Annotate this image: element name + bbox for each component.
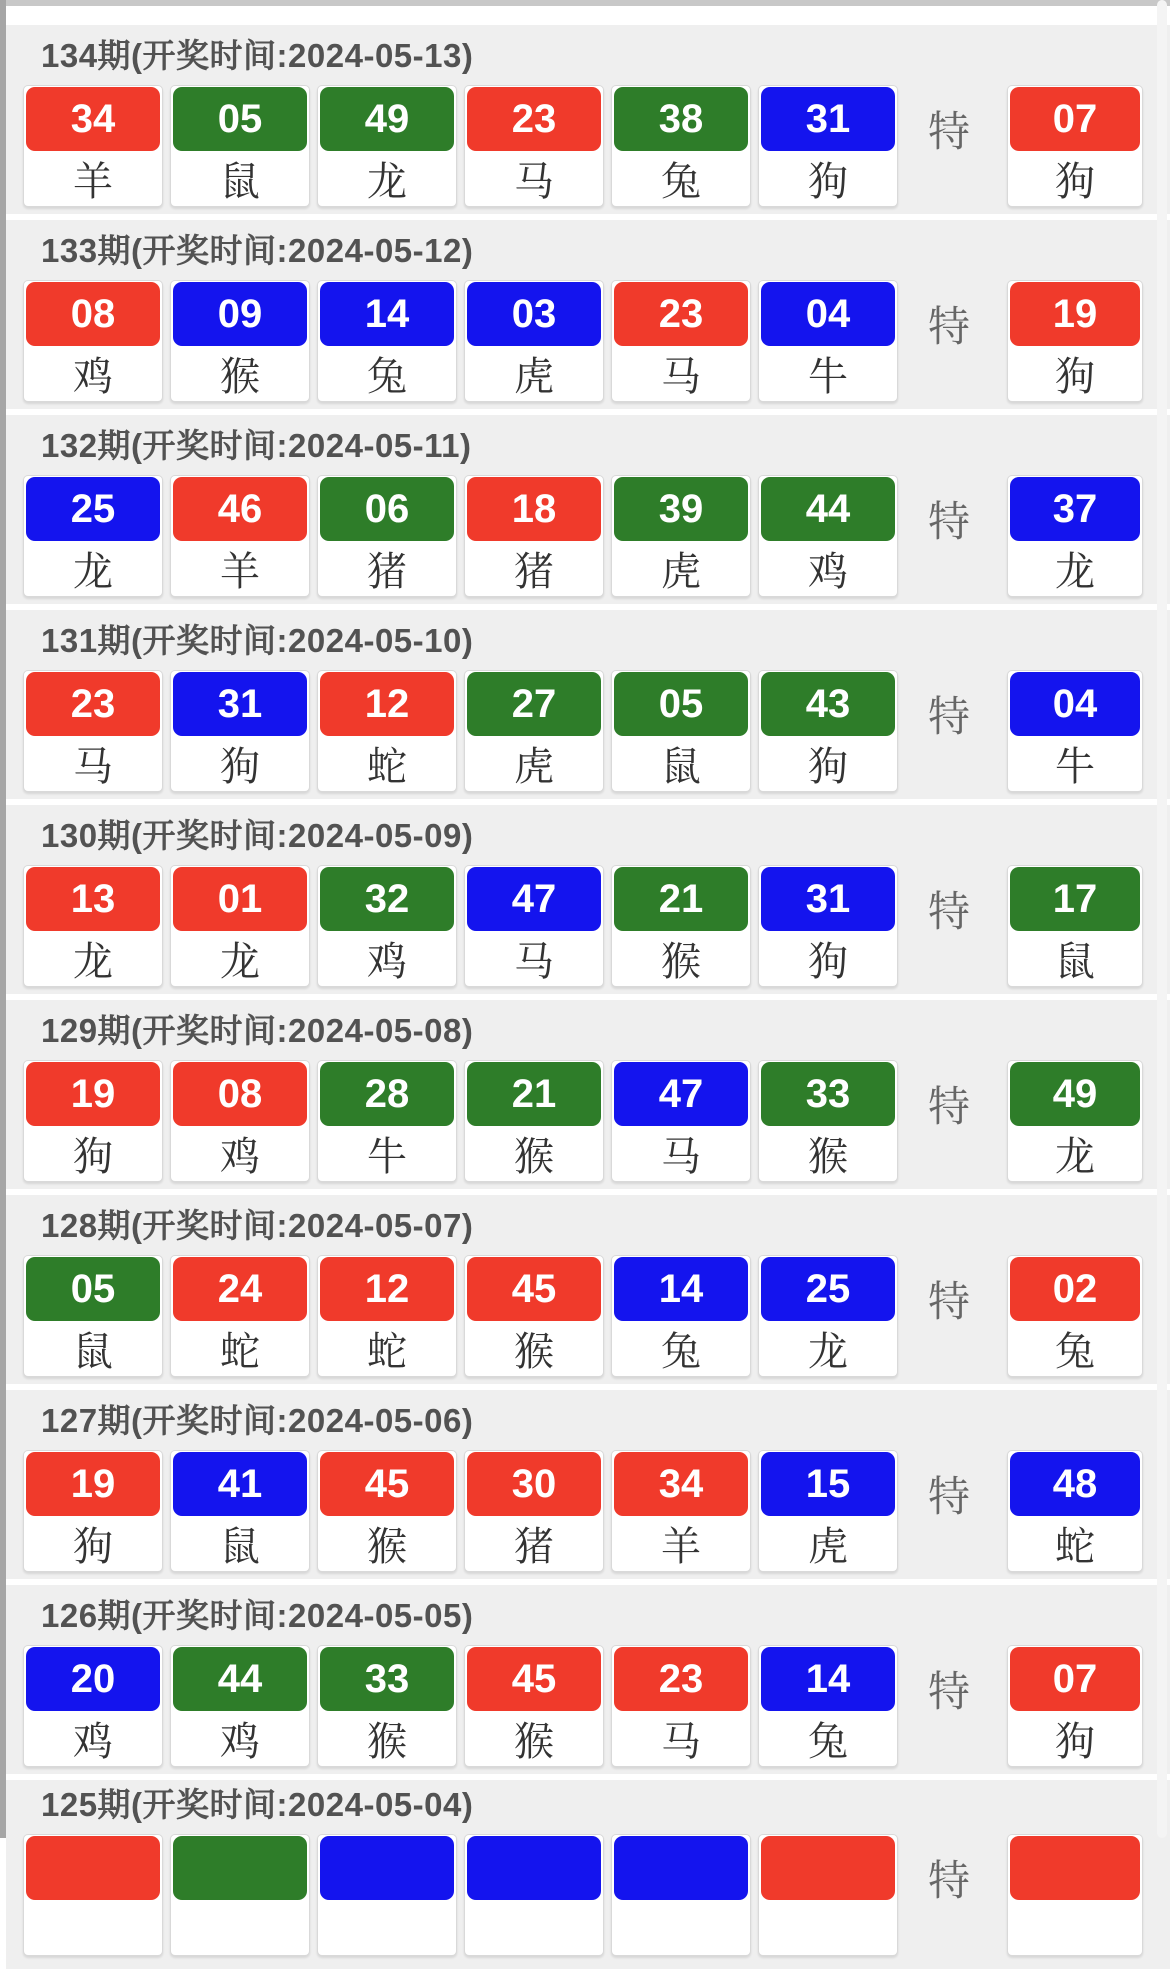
draw-row bbox=[6, 610, 1170, 799]
number-ball: 04 bbox=[761, 282, 895, 346]
zodiac-label: 龙 bbox=[808, 1330, 848, 1374]
number-tile bbox=[464, 1060, 604, 1182]
draw-numbers-row bbox=[23, 85, 1170, 207]
number-tile bbox=[317, 670, 457, 792]
draw-row bbox=[6, 1585, 1170, 1774]
zodiac-label: 狗 bbox=[808, 160, 848, 204]
zodiac-label: 龙 bbox=[1055, 550, 1095, 594]
zodiac-label: 猴 bbox=[514, 1720, 554, 1764]
number-ball: 31 bbox=[761, 867, 895, 931]
zodiac-label: 马 bbox=[661, 1135, 701, 1179]
number-ball: 23 bbox=[467, 87, 601, 151]
zodiac-label: 马 bbox=[73, 745, 113, 789]
special-marker: 特 bbox=[928, 1473, 971, 1520]
draw-numbers-row bbox=[23, 865, 1170, 987]
number-tile bbox=[758, 475, 898, 597]
draw-period-title: 125期(开奖时间:2024-05-04) bbox=[41, 1786, 474, 1823]
number-ball bbox=[761, 1836, 895, 1900]
number-ball: 33 bbox=[761, 1062, 895, 1126]
zodiac-label: 狗 bbox=[808, 940, 848, 984]
draw-numbers-row bbox=[23, 1645, 1170, 1767]
zodiac-label: 猴 bbox=[367, 1720, 407, 1764]
number-tile bbox=[23, 1834, 163, 1956]
zodiac-label: 鼠 bbox=[1055, 940, 1095, 984]
left-edge-strip bbox=[0, 0, 6, 1838]
zodiac-label: 鼠 bbox=[661, 745, 701, 789]
number-tile bbox=[611, 85, 751, 207]
number-ball: 49 bbox=[1010, 1062, 1140, 1126]
number-ball bbox=[1010, 1836, 1140, 1900]
draw-period-title: 134期(开奖时间:2024-05-13) bbox=[41, 37, 474, 74]
number-tile bbox=[170, 475, 310, 597]
draw-period-title: 127期(开奖时间:2024-05-06) bbox=[41, 1402, 474, 1439]
draw-period-title: 129期(开奖时间:2024-05-08) bbox=[41, 1012, 474, 1049]
number-ball: 19 bbox=[26, 1062, 160, 1126]
zodiac-label: 羊 bbox=[220, 550, 260, 594]
number-tile bbox=[758, 670, 898, 792]
draw-row bbox=[6, 415, 1170, 604]
number-tile bbox=[23, 1645, 163, 1767]
zodiac-label: 鸡 bbox=[367, 940, 407, 984]
number-ball: 05 bbox=[614, 672, 748, 736]
draw-numbers-row bbox=[23, 280, 1170, 402]
zodiac-label: 牛 bbox=[1055, 745, 1095, 789]
special-marker: 特 bbox=[928, 693, 971, 740]
number-tile bbox=[317, 1255, 457, 1377]
number-ball: 05 bbox=[173, 87, 307, 151]
number-ball: 13 bbox=[26, 867, 160, 931]
zodiac-label: 狗 bbox=[73, 1135, 113, 1179]
number-ball: 25 bbox=[26, 477, 160, 541]
zodiac-label: 猴 bbox=[367, 1525, 407, 1569]
number-ball: 31 bbox=[761, 87, 895, 151]
draw-period-title: 131期(开奖时间:2024-05-10) bbox=[41, 622, 474, 659]
zodiac-label: 兔 bbox=[661, 1330, 701, 1374]
zodiac-label: 鸡 bbox=[808, 550, 848, 594]
number-tile bbox=[170, 280, 310, 402]
number-ball: 03 bbox=[467, 282, 601, 346]
number-tile bbox=[317, 85, 457, 207]
number-ball: 39 bbox=[614, 477, 748, 541]
zodiac-label: 鼠 bbox=[220, 160, 260, 204]
draw-row bbox=[6, 805, 1170, 994]
special-number-tile bbox=[1007, 1450, 1143, 1572]
zodiac-label bbox=[1008, 1900, 1142, 1955]
zodiac-label: 龙 bbox=[73, 550, 113, 594]
draw-row bbox=[6, 25, 1170, 214]
number-tile bbox=[464, 1834, 604, 1956]
number-ball: 23 bbox=[26, 672, 160, 736]
zodiac-label: 鸡 bbox=[220, 1135, 260, 1179]
number-tile bbox=[23, 1255, 163, 1377]
draw-period-title: 126期(开奖时间:2024-05-05) bbox=[41, 1597, 474, 1634]
number-tile bbox=[464, 670, 604, 792]
number-ball: 25 bbox=[761, 1257, 895, 1321]
number-ball: 12 bbox=[320, 672, 454, 736]
zodiac-label: 鸡 bbox=[73, 355, 113, 399]
number-ball bbox=[614, 1836, 748, 1900]
special-marker: 特 bbox=[928, 888, 971, 935]
zodiac-label: 鼠 bbox=[73, 1330, 113, 1374]
number-ball: 04 bbox=[1010, 672, 1140, 736]
number-tile bbox=[611, 1834, 751, 1956]
number-ball bbox=[26, 1836, 160, 1900]
zodiac-label: 羊 bbox=[73, 160, 113, 204]
special-number-tile bbox=[1007, 670, 1143, 792]
zodiac-label: 虎 bbox=[514, 355, 554, 399]
number-ball: 23 bbox=[614, 1647, 748, 1711]
number-tile bbox=[23, 85, 163, 207]
number-ball: 32 bbox=[320, 867, 454, 931]
draw-row bbox=[6, 1195, 1170, 1384]
zodiac-label: 马 bbox=[661, 1720, 701, 1764]
number-ball: 08 bbox=[173, 1062, 307, 1126]
draw-numbers-row bbox=[23, 1255, 1170, 1377]
number-tile bbox=[464, 1255, 604, 1377]
zodiac-label: 猴 bbox=[220, 355, 260, 399]
number-ball: 48 bbox=[1010, 1452, 1140, 1516]
number-tile bbox=[611, 475, 751, 597]
number-ball: 44 bbox=[761, 477, 895, 541]
number-tile bbox=[317, 1645, 457, 1767]
number-tile bbox=[611, 1255, 751, 1377]
number-ball: 01 bbox=[173, 867, 307, 931]
zodiac-label: 猴 bbox=[661, 940, 701, 984]
number-tile bbox=[758, 280, 898, 402]
zodiac-label: 马 bbox=[661, 355, 701, 399]
special-number-tile bbox=[1007, 280, 1143, 402]
number-tile bbox=[758, 1450, 898, 1572]
number-ball: 08 bbox=[26, 282, 160, 346]
number-ball: 12 bbox=[320, 1257, 454, 1321]
number-ball: 07 bbox=[1010, 1647, 1140, 1711]
number-tile bbox=[611, 1060, 751, 1182]
zodiac-label: 蛇 bbox=[220, 1330, 260, 1374]
zodiac-label: 蛇 bbox=[367, 1330, 407, 1374]
zodiac-label: 牛 bbox=[367, 1135, 407, 1179]
number-tile bbox=[23, 1060, 163, 1182]
zodiac-label: 马 bbox=[514, 940, 554, 984]
zodiac-label: 鸡 bbox=[73, 1720, 113, 1764]
number-ball: 45 bbox=[467, 1257, 601, 1321]
special-number-tile bbox=[1007, 1834, 1143, 1956]
draw-row bbox=[6, 220, 1170, 409]
number-ball: 31 bbox=[173, 672, 307, 736]
zodiac-label: 猪 bbox=[367, 550, 407, 594]
number-tile bbox=[170, 670, 310, 792]
number-tile bbox=[611, 1450, 751, 1572]
number-ball: 06 bbox=[320, 477, 454, 541]
zodiac-label: 虎 bbox=[661, 550, 701, 594]
number-ball: 43 bbox=[761, 672, 895, 736]
number-tile bbox=[170, 1255, 310, 1377]
number-ball: 24 bbox=[173, 1257, 307, 1321]
draw-period-title: 130期(开奖时间:2024-05-09) bbox=[41, 817, 474, 854]
number-tile bbox=[464, 85, 604, 207]
number-tile bbox=[464, 1450, 604, 1572]
draw-period-title: 132期(开奖时间:2024-05-11) bbox=[41, 427, 472, 464]
number-ball: 14 bbox=[761, 1647, 895, 1711]
number-ball bbox=[320, 1836, 454, 1900]
special-number-tile bbox=[1007, 475, 1143, 597]
number-ball: 34 bbox=[26, 87, 160, 151]
number-tile bbox=[317, 1060, 457, 1182]
zodiac-label: 鸡 bbox=[220, 1720, 260, 1764]
number-tile bbox=[170, 1450, 310, 1572]
number-ball: 28 bbox=[320, 1062, 454, 1126]
number-ball bbox=[173, 1836, 307, 1900]
number-tile bbox=[23, 865, 163, 987]
scrollbar-track[interactable] bbox=[1157, 0, 1167, 1838]
zodiac-label: 羊 bbox=[661, 1525, 701, 1569]
number-tile bbox=[170, 1060, 310, 1182]
number-tile bbox=[317, 280, 457, 402]
number-tile bbox=[611, 280, 751, 402]
number-ball: 19 bbox=[26, 1452, 160, 1516]
special-marker: 特 bbox=[928, 303, 971, 350]
zodiac-label: 猴 bbox=[514, 1330, 554, 1374]
number-tile bbox=[23, 280, 163, 402]
number-ball: 19 bbox=[1010, 282, 1140, 346]
draw-numbers-row bbox=[23, 475, 1170, 597]
special-marker: 特 bbox=[928, 108, 971, 155]
number-ball: 14 bbox=[614, 1257, 748, 1321]
number-tile bbox=[758, 1834, 898, 1956]
number-ball: 46 bbox=[173, 477, 307, 541]
number-ball: 45 bbox=[320, 1452, 454, 1516]
number-ball: 38 bbox=[614, 87, 748, 151]
zodiac-label: 龙 bbox=[220, 940, 260, 984]
special-marker: 特 bbox=[928, 1083, 971, 1130]
number-ball: 18 bbox=[467, 477, 601, 541]
number-tile bbox=[464, 475, 604, 597]
zodiac-label bbox=[24, 1900, 162, 1955]
zodiac-label: 狗 bbox=[808, 745, 848, 789]
special-number-tile bbox=[1007, 1645, 1143, 1767]
number-ball: 49 bbox=[320, 87, 454, 151]
zodiac-label bbox=[759, 1900, 897, 1955]
number-ball: 33 bbox=[320, 1647, 454, 1711]
zodiac-label bbox=[171, 1900, 309, 1955]
number-ball bbox=[467, 1836, 601, 1900]
draw-numbers-row bbox=[23, 1834, 1170, 1956]
zodiac-label: 猪 bbox=[514, 550, 554, 594]
number-ball: 14 bbox=[320, 282, 454, 346]
zodiac-label bbox=[465, 1900, 603, 1955]
number-tile bbox=[611, 1645, 751, 1767]
number-tile bbox=[611, 670, 751, 792]
number-tile bbox=[464, 865, 604, 987]
special-number-tile bbox=[1007, 85, 1143, 207]
number-tile bbox=[317, 865, 457, 987]
number-tile bbox=[464, 1645, 604, 1767]
number-ball: 30 bbox=[467, 1452, 601, 1516]
zodiac-label: 鼠 bbox=[220, 1525, 260, 1569]
zodiac-label: 兔 bbox=[808, 1720, 848, 1764]
number-ball: 47 bbox=[614, 1062, 748, 1126]
number-tile bbox=[23, 670, 163, 792]
zodiac-label: 狗 bbox=[73, 1525, 113, 1569]
number-tile bbox=[170, 1645, 310, 1767]
number-tile bbox=[170, 865, 310, 987]
zodiac-label: 狗 bbox=[220, 745, 260, 789]
number-tile bbox=[758, 865, 898, 987]
number-ball: 23 bbox=[614, 282, 748, 346]
number-ball: 37 bbox=[1010, 477, 1140, 541]
number-ball: 17 bbox=[1010, 867, 1140, 931]
zodiac-label: 蛇 bbox=[367, 745, 407, 789]
draw-numbers-row bbox=[23, 1060, 1170, 1182]
special-marker: 特 bbox=[928, 498, 971, 545]
zodiac-label: 龙 bbox=[73, 940, 113, 984]
draw-row bbox=[6, 1000, 1170, 1189]
draw-period-title: 133期(开奖时间:2024-05-12) bbox=[41, 232, 474, 269]
zodiac-label bbox=[318, 1900, 456, 1955]
zodiac-label: 兔 bbox=[1055, 1330, 1095, 1374]
zodiac-label: 虎 bbox=[808, 1525, 848, 1569]
number-ball: 05 bbox=[26, 1257, 160, 1321]
number-tile bbox=[758, 1060, 898, 1182]
number-ball: 20 bbox=[26, 1647, 160, 1711]
zodiac-label: 狗 bbox=[1055, 1720, 1095, 1764]
number-ball: 47 bbox=[467, 867, 601, 931]
zodiac-label: 马 bbox=[514, 160, 554, 204]
zodiac-label: 猴 bbox=[808, 1135, 848, 1179]
number-ball: 45 bbox=[467, 1647, 601, 1711]
zodiac-label: 猪 bbox=[514, 1525, 554, 1569]
zodiac-label: 蛇 bbox=[1055, 1525, 1095, 1569]
results-list bbox=[0, 6, 1170, 1969]
number-ball: 34 bbox=[614, 1452, 748, 1516]
zodiac-label: 牛 bbox=[808, 355, 848, 399]
number-ball: 41 bbox=[173, 1452, 307, 1516]
special-number-tile bbox=[1007, 1255, 1143, 1377]
number-ball: 21 bbox=[614, 867, 748, 931]
zodiac-label: 猴 bbox=[514, 1135, 554, 1179]
number-tile bbox=[758, 1645, 898, 1767]
number-tile bbox=[170, 1834, 310, 1956]
zodiac-label: 狗 bbox=[1055, 355, 1095, 399]
zodiac-label: 龙 bbox=[367, 160, 407, 204]
special-number-tile bbox=[1007, 1060, 1143, 1182]
special-marker: 特 bbox=[928, 1668, 971, 1715]
number-ball: 15 bbox=[761, 1452, 895, 1516]
zodiac-label: 兔 bbox=[661, 160, 701, 204]
number-ball: 07 bbox=[1010, 87, 1140, 151]
number-tile bbox=[170, 85, 310, 207]
zodiac-label: 狗 bbox=[1055, 160, 1095, 204]
number-ball: 02 bbox=[1010, 1257, 1140, 1321]
draw-numbers-row bbox=[23, 1450, 1170, 1572]
number-ball: 21 bbox=[467, 1062, 601, 1126]
number-ball: 44 bbox=[173, 1647, 307, 1711]
draw-row bbox=[6, 1390, 1170, 1579]
special-marker: 特 bbox=[928, 1278, 971, 1325]
special-marker: 特 bbox=[928, 1857, 971, 1904]
number-tile bbox=[758, 85, 898, 207]
number-tile bbox=[464, 280, 604, 402]
draw-period-title: 128期(开奖时间:2024-05-07) bbox=[41, 1207, 474, 1244]
zodiac-label: 虎 bbox=[514, 745, 554, 789]
number-tile bbox=[23, 1450, 163, 1572]
number-tile bbox=[23, 475, 163, 597]
zodiac-label: 龙 bbox=[1055, 1135, 1095, 1179]
number-tile bbox=[317, 1834, 457, 1956]
draw-numbers-row bbox=[23, 670, 1170, 792]
number-ball: 09 bbox=[173, 282, 307, 346]
number-ball: 27 bbox=[467, 672, 601, 736]
zodiac-label bbox=[612, 1900, 750, 1955]
number-tile bbox=[317, 475, 457, 597]
number-tile bbox=[317, 1450, 457, 1572]
number-tile bbox=[758, 1255, 898, 1377]
number-tile bbox=[611, 865, 751, 987]
zodiac-label: 兔 bbox=[367, 355, 407, 399]
draw-row bbox=[6, 1780, 1170, 1969]
special-number-tile bbox=[1007, 865, 1143, 987]
